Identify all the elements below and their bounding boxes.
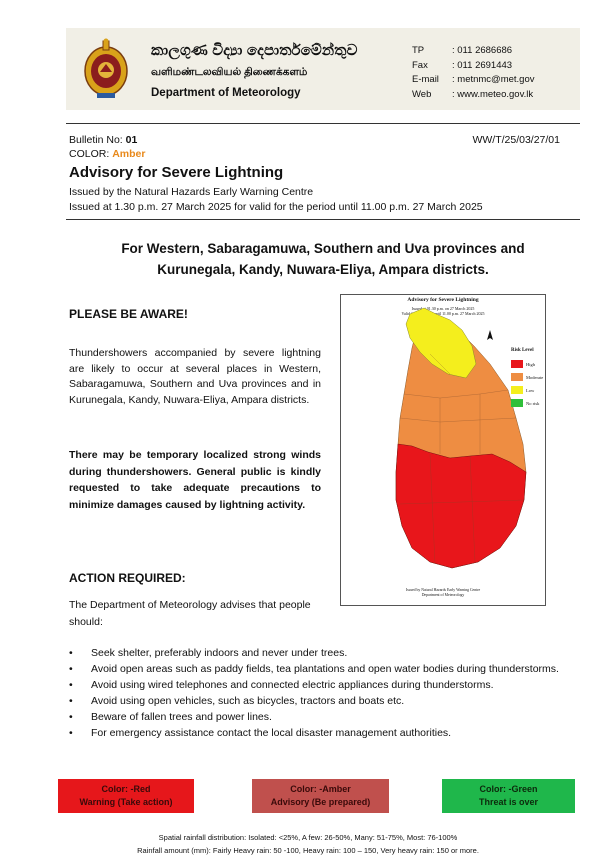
contact-phone: TP : 011 2686686 — [412, 45, 513, 56]
contact-fax: Fax : 011 2691443 — [412, 59, 513, 71]
contact-web: Web : www.meteo.gov.lk — [412, 88, 534, 100]
sri-lanka-risk-map — [340, 294, 546, 606]
list-item: • Avoid open areas such as paddy fields, tea plantations and open water bodies during thunderstorms. — [69, 663, 559, 675]
legend-item-high: High — [511, 360, 535, 368]
issued-at: Issued at 1.30 p.m. 27 March 2025 for valid for the period until 11.00 p.m. 27 March 2025 — [69, 201, 483, 213]
color-value: Amber — [112, 148, 146, 160]
strong-winds-paragraph: There may be temporary localized strong winds during thundershowers. General public is kindly requested to take adequate precautions to minimize damages caused by lightning activity. — [69, 449, 321, 511]
meta-rule — [66, 219, 580, 220]
contact-email: E-mail : metnmc@met.gov — [412, 74, 535, 85]
list-item: • For emergency assistance contact the local disaster management authorities. — [69, 727, 452, 739]
color-box-green: Color: -Green Threat is over — [442, 779, 575, 813]
please-be-aware-heading: PLEASE BE AWARE! — [69, 307, 188, 321]
bulletin-color: COLOR: Amber — [69, 148, 146, 160]
legend-item-low: Low — [511, 386, 534, 394]
rainfall-distribution-note: Spatial rainfall distribution: Isolated: <25%, A few: 26-50%, Many: 51-75%, Most: 76-100% — [158, 833, 458, 842]
department-name-english: Department of Meteorology — [151, 87, 301, 99]
department-name-sinhala: කාලගුණ විද්‍යා දෙපාර්තමේන්තුව — [151, 42, 358, 59]
map-footer: Issued by Natural Hazards Early Warning Centre Department of Meteorology — [405, 588, 481, 597]
legend-title: Risk Level — [511, 348, 534, 353]
list-item: • Avoid using open vehicles, such as bicycles, tractors and boats etc. — [69, 695, 405, 707]
advisory-title: Advisory for Severe Lightning — [69, 164, 284, 181]
header-rule — [66, 123, 580, 124]
legend-item-no-risk: No risk — [511, 399, 539, 407]
map-subtitle: Issued at 01.30 p.m. on 27 March 2025 Valid for the period until 11.00 p.m. 27 March 2025 — [401, 306, 485, 316]
bulletin-reference: WW/T/25/03/27/01 — [472, 134, 560, 146]
list-item: • Beware of fallen trees and power lines. — [69, 711, 272, 723]
rainfall-amount-note: Rainfall amount (mm): Fairly Heavy rain: 50 -100, Heavy rain: 100 – 150, Very heavy rain: 150 or more. — [137, 846, 479, 855]
list-item: • Avoid using wired telephones and connected electric appliances during thunderstorms. — [69, 679, 494, 691]
legend-item-moderate: Moderate — [511, 373, 543, 381]
contact-block — [412, 44, 535, 102]
issued-by: Issued by the Natural Hazards Early Warning Centre — [69, 186, 314, 198]
action-list — [69, 645, 569, 741]
map-region-high — [396, 444, 526, 568]
list-item: • Seek shelter, preferably indoors and never under trees. — [69, 647, 348, 659]
thundershower-paragraph: Thundershowers accompanied by severe lightning are likely to occur at several places in Western, Sabaragamuwa, Southern and Uva provinces and in Kurunegala, Kandy, Nuwara-Eliya, Ampara districts. — [69, 347, 321, 406]
bulletin-number: Bulletin No: 01 — [69, 134, 138, 146]
advises-text: The Department of Meteorology advises that people should: — [69, 599, 311, 628]
color-box-red: Color: -Red Warning (Take action) — [58, 779, 194, 813]
north-arrow-icon — [487, 330, 493, 340]
map-title: Advisory for Severe Lightning — [407, 297, 479, 303]
affected-regions: For Western, Sabaragamuwa, Southern and Uva provinces and Kurunegala, Kandy, Nuwara-Eliya, Ampara districts. — [121, 241, 525, 277]
department-name-tamil: வளிமண்டலவியல் திணைக்களம் — [151, 66, 308, 78]
color-box-amber: Color: -Amber Advisory (Be prepared) — [252, 779, 389, 813]
action-required-heading: ACTION REQUIRED: — [69, 571, 186, 585]
sri-lanka-emblem-icon — [83, 37, 129, 101]
